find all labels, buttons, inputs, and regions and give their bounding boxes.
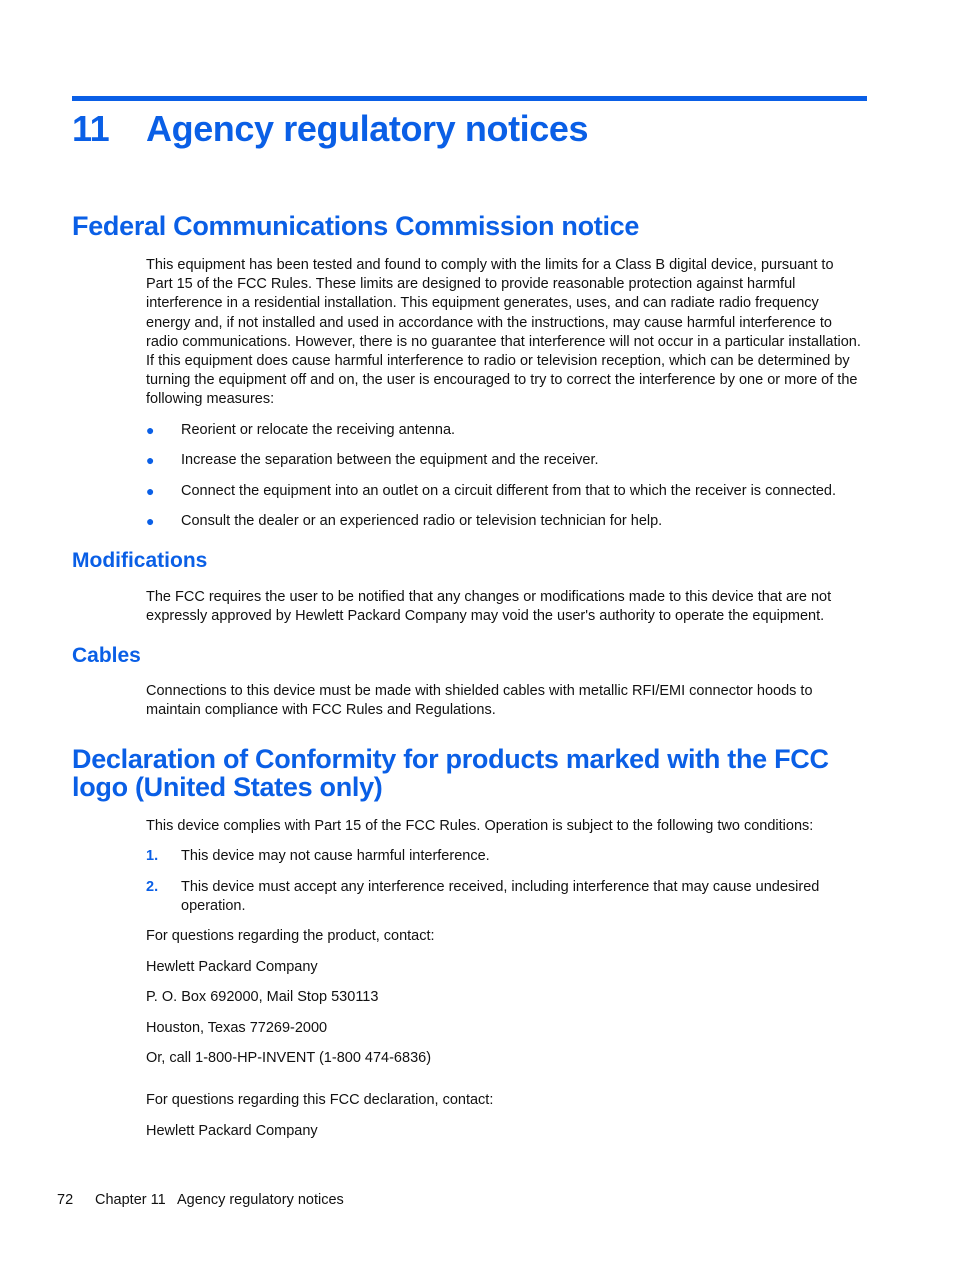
company-name-2: Hewlett Packard Company	[146, 1123, 318, 1139]
fcc-intro: This equipment has been tested and found to comply with the limits for a Class B digital device, pursuant to Part 15 of the FCC Rules. These limits are designed to provide reasonable protection against harmful interference in a residential installation. This equipment generates, uses, and can radiate radio frequency energy and, if not installed and used in accordance with the instructions, may cause harmful interference to radio communications. However, there is no guarantee that interference will not occur in a particular installation. If this equipment does cause harmful interference to radio or television reception, which can be determined by turning the equipment off and on, the user is encouraged to try to correct the interference by one or more of the following measures:	[146, 257, 861, 408]
declaration-intro: This device complies with Part 15 of the FCC Rules. Operation is subject to the following two conditions:	[146, 818, 814, 834]
measure-text: Consult the dealer or an experienced radio or television technician for help.	[181, 513, 663, 529]
bullet-icon: ●	[146, 483, 155, 499]
footer-chapter-label: Chapter 11 Agency regulatory notices	[95, 1192, 344, 1208]
cables-text: Connections to this device must be made with shielded cables with metallic RFI/EMI connector hoods to maintain compliance with FCC Rules and Regulations.	[146, 683, 813, 719]
page-footer	[57, 1192, 344, 1208]
condition-number: 1.	[146, 848, 159, 864]
chapter-rule	[72, 96, 867, 101]
modifications-heading: Modifications	[72, 549, 208, 572]
chapter-number: 11	[72, 108, 110, 149]
cables-heading: Cables	[72, 644, 141, 667]
fcc-heading: Federal Communications Commission notice	[72, 211, 640, 241]
city-address: Houston, Texas 77269-2000	[146, 1020, 328, 1036]
bullet-icon: ●	[146, 513, 155, 529]
declaration-contact-label: For questions regarding this FCC declaration, contact:	[146, 1092, 494, 1108]
chapter-title	[72, 108, 588, 150]
bullet-icon: ●	[146, 452, 155, 468]
declaration-heading	[72, 745, 862, 801]
declaration-heading-line1: Declaration of Conformity for products marked with the FCC	[72, 744, 829, 774]
bullet-icon: ●	[146, 422, 155, 438]
modifications-text: The FCC requires the user to be notified that any changes or modifications made to this device that are not expressly approved by Hewlett Packard Company may void the user's authority to operate the equipment.	[146, 589, 832, 625]
phone-contact: Or, call 1-800-HP-INVENT (1-800 474-6836)	[146, 1050, 432, 1066]
measure-text: Reorient or relocate the receiving antenna.	[181, 422, 456, 438]
product-contact-label: For questions regarding the product, contact:	[146, 928, 435, 944]
chapter-title-text: Agency regulatory notices	[146, 108, 589, 149]
condition-number: 2.	[146, 879, 159, 895]
po-box: P. O. Box 692000, Mail Stop 530113	[146, 989, 379, 1005]
measure-text: Increase the separation between the equipment and the receiver.	[181, 452, 599, 468]
page-number: 72	[57, 1192, 74, 1208]
company-name: Hewlett Packard Company	[146, 959, 318, 975]
measure-text: Connect the equipment into an outlet on a circuit different from that to which the receiver is connected.	[181, 483, 837, 499]
declaration-heading-line2: logo (United States only)	[72, 772, 383, 802]
condition-text: This device must accept any interference received, including interference that may cause undesired operation.	[181, 879, 820, 915]
condition-text: This device may not cause harmful interference.	[181, 848, 490, 864]
